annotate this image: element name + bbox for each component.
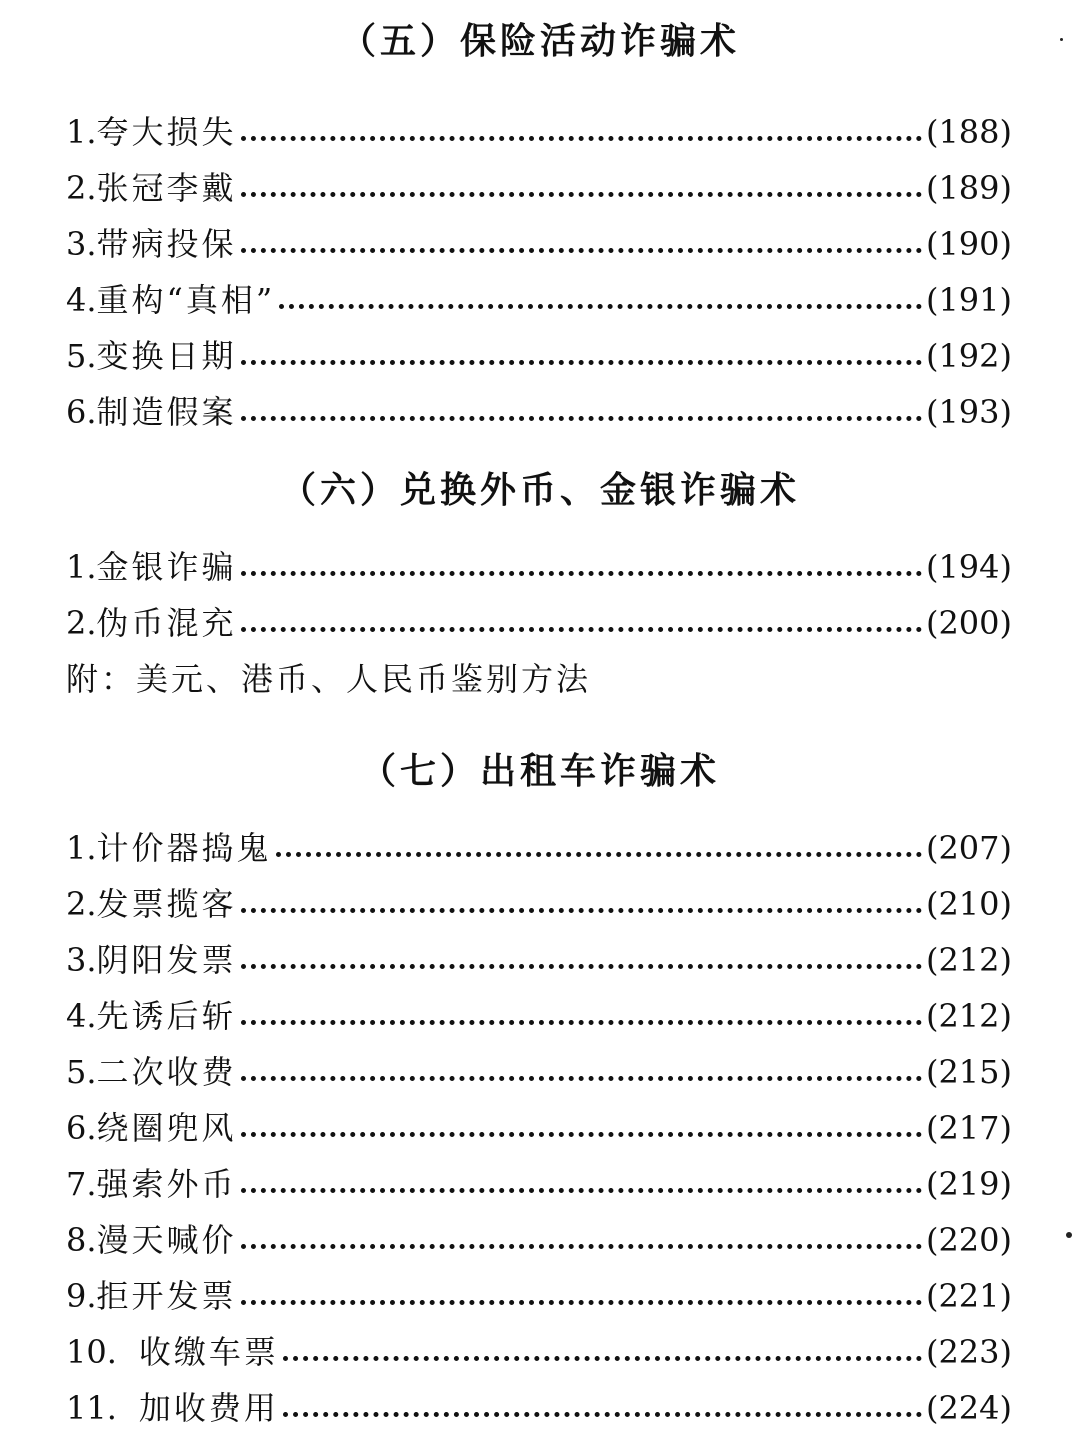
entry-title: 夸大损失 bbox=[96, 113, 237, 151]
entry-title: 阴阳发票 bbox=[96, 941, 237, 979]
toc-entry bbox=[66, 595, 1012, 651]
entry-page: (190) bbox=[925, 225, 1012, 263]
entry-title: 漫天喊价 bbox=[96, 1221, 237, 1259]
entry-title: 先诱后斩 bbox=[96, 997, 237, 1035]
entry-page: (193) bbox=[925, 393, 1012, 431]
dot-leader bbox=[276, 852, 922, 857]
toc-entry bbox=[66, 160, 1012, 216]
entry-number: 2. bbox=[66, 604, 97, 642]
entry-number: 5. bbox=[66, 337, 97, 375]
entry-page: (189) bbox=[925, 169, 1012, 207]
toc-section-taxi bbox=[0, 744, 1080, 1436]
toc-entry bbox=[66, 1212, 1012, 1268]
entry-title: 二次收费 bbox=[96, 1053, 237, 1091]
entry-number: 3. bbox=[66, 941, 97, 979]
entry-title: 制造假案 bbox=[96, 393, 237, 431]
entry-number: 5. bbox=[66, 1053, 97, 1091]
dot-leader bbox=[241, 1244, 922, 1249]
entry-number: 6. bbox=[66, 393, 97, 431]
entry-number: 11. bbox=[66, 1389, 117, 1427]
dot-leader bbox=[241, 571, 922, 576]
entry-page: (212) bbox=[925, 997, 1012, 1035]
scan-speck bbox=[1060, 38, 1063, 41]
entry-page: (219) bbox=[925, 1165, 1012, 1203]
entry-number: 7. bbox=[66, 1165, 97, 1203]
toc-entry bbox=[66, 1044, 1012, 1100]
toc-entry bbox=[66, 932, 1012, 988]
dot-leader bbox=[241, 360, 922, 365]
section-title: （五）保险活动诈骗术 bbox=[339, 21, 740, 62]
entry-page: (188) bbox=[925, 113, 1012, 151]
entry-page: (223) bbox=[925, 1333, 1012, 1371]
entry-number: 1. bbox=[66, 548, 97, 586]
toc-entry bbox=[66, 876, 1012, 932]
dot-leader bbox=[241, 908, 922, 913]
entry-title: 带病投保 bbox=[96, 225, 237, 263]
dot-leader bbox=[279, 304, 922, 309]
entry-page: (191) bbox=[925, 281, 1012, 319]
toc-entry bbox=[66, 539, 1012, 595]
toc-entry bbox=[66, 820, 1012, 876]
entry-title: 绕圈兜风 bbox=[96, 1109, 237, 1147]
toc-entry bbox=[66, 216, 1012, 272]
dot-leader bbox=[241, 1300, 922, 1305]
entry-number: 4. bbox=[66, 281, 97, 319]
toc-entry bbox=[66, 328, 1012, 384]
dot-leader bbox=[241, 964, 922, 969]
entry-number: 4. bbox=[66, 997, 97, 1035]
dot-leader bbox=[283, 1412, 922, 1417]
entry-number: 6. bbox=[66, 1109, 97, 1147]
entry-title: 强索外币 bbox=[96, 1165, 237, 1203]
section-title: （六）兑换外币、金银诈骗术 bbox=[279, 470, 800, 511]
toc-entry bbox=[66, 1324, 1012, 1380]
entry-page: (212) bbox=[925, 941, 1012, 979]
entry-page: (224) bbox=[925, 1389, 1012, 1427]
dot-leader bbox=[241, 1188, 922, 1193]
toc-entry bbox=[66, 1100, 1012, 1156]
toc-entry bbox=[66, 384, 1012, 440]
dot-leader bbox=[241, 136, 922, 141]
toc-entry bbox=[66, 104, 1012, 160]
entry-title: 重构“真相” bbox=[96, 281, 276, 319]
entry-page: (194) bbox=[925, 548, 1012, 586]
toc-entry bbox=[66, 1380, 1012, 1436]
entry-page: (192) bbox=[925, 337, 1012, 375]
entry-title: 变换日期 bbox=[96, 337, 237, 375]
toc-entry bbox=[66, 1156, 1012, 1212]
toc-entry bbox=[66, 272, 1012, 328]
entry-number: 3. bbox=[66, 225, 97, 263]
toc-section-insurance bbox=[0, 14, 1080, 440]
entry-number: 1. bbox=[66, 113, 97, 151]
dot-leader bbox=[241, 1020, 922, 1025]
entry-page: (200) bbox=[925, 604, 1012, 642]
entry-title: 拒开发票 bbox=[96, 1277, 237, 1315]
dot-leader bbox=[241, 1076, 922, 1081]
entry-title: 发票揽客 bbox=[96, 885, 237, 923]
toc-entry bbox=[66, 988, 1012, 1044]
entry-number: 9. bbox=[66, 1277, 97, 1315]
toc-section-currency bbox=[0, 463, 1080, 707]
entry-title: 伪币混充 bbox=[96, 604, 237, 642]
entry-number: 10. bbox=[66, 1333, 117, 1371]
entry-page: (210) bbox=[925, 885, 1012, 923]
entry-number: 8. bbox=[66, 1221, 97, 1259]
dot-leader bbox=[241, 1132, 922, 1137]
entry-title: 张冠李戴 bbox=[96, 169, 237, 207]
entry-page: (207) bbox=[925, 829, 1012, 867]
entry-title: 计价器捣鬼 bbox=[96, 829, 272, 867]
entry-page: (220) bbox=[925, 1221, 1012, 1259]
appendix-note: 附：美元、港币、人民币鉴别方法 bbox=[66, 660, 592, 698]
entry-number: 2. bbox=[66, 885, 97, 923]
section-title: （七）出租车诈骗术 bbox=[359, 751, 720, 792]
toc-entry bbox=[66, 1268, 1012, 1324]
entry-title: 金银诈骗 bbox=[96, 548, 237, 586]
entry-title: 加收费用 bbox=[138, 1389, 279, 1427]
entry-page: (221) bbox=[925, 1277, 1012, 1315]
entry-title: 收缴车票 bbox=[138, 1333, 279, 1371]
entry-number: 2. bbox=[66, 169, 97, 207]
dot-leader bbox=[241, 416, 922, 421]
scan-speck bbox=[1066, 1232, 1072, 1238]
dot-leader bbox=[241, 248, 922, 253]
entry-number: 1. bbox=[66, 829, 97, 867]
entry-page: (215) bbox=[925, 1053, 1012, 1091]
dot-leader bbox=[241, 627, 922, 632]
entry-page: (217) bbox=[925, 1109, 1012, 1147]
dot-leader bbox=[241, 192, 922, 197]
dot-leader bbox=[283, 1356, 922, 1361]
